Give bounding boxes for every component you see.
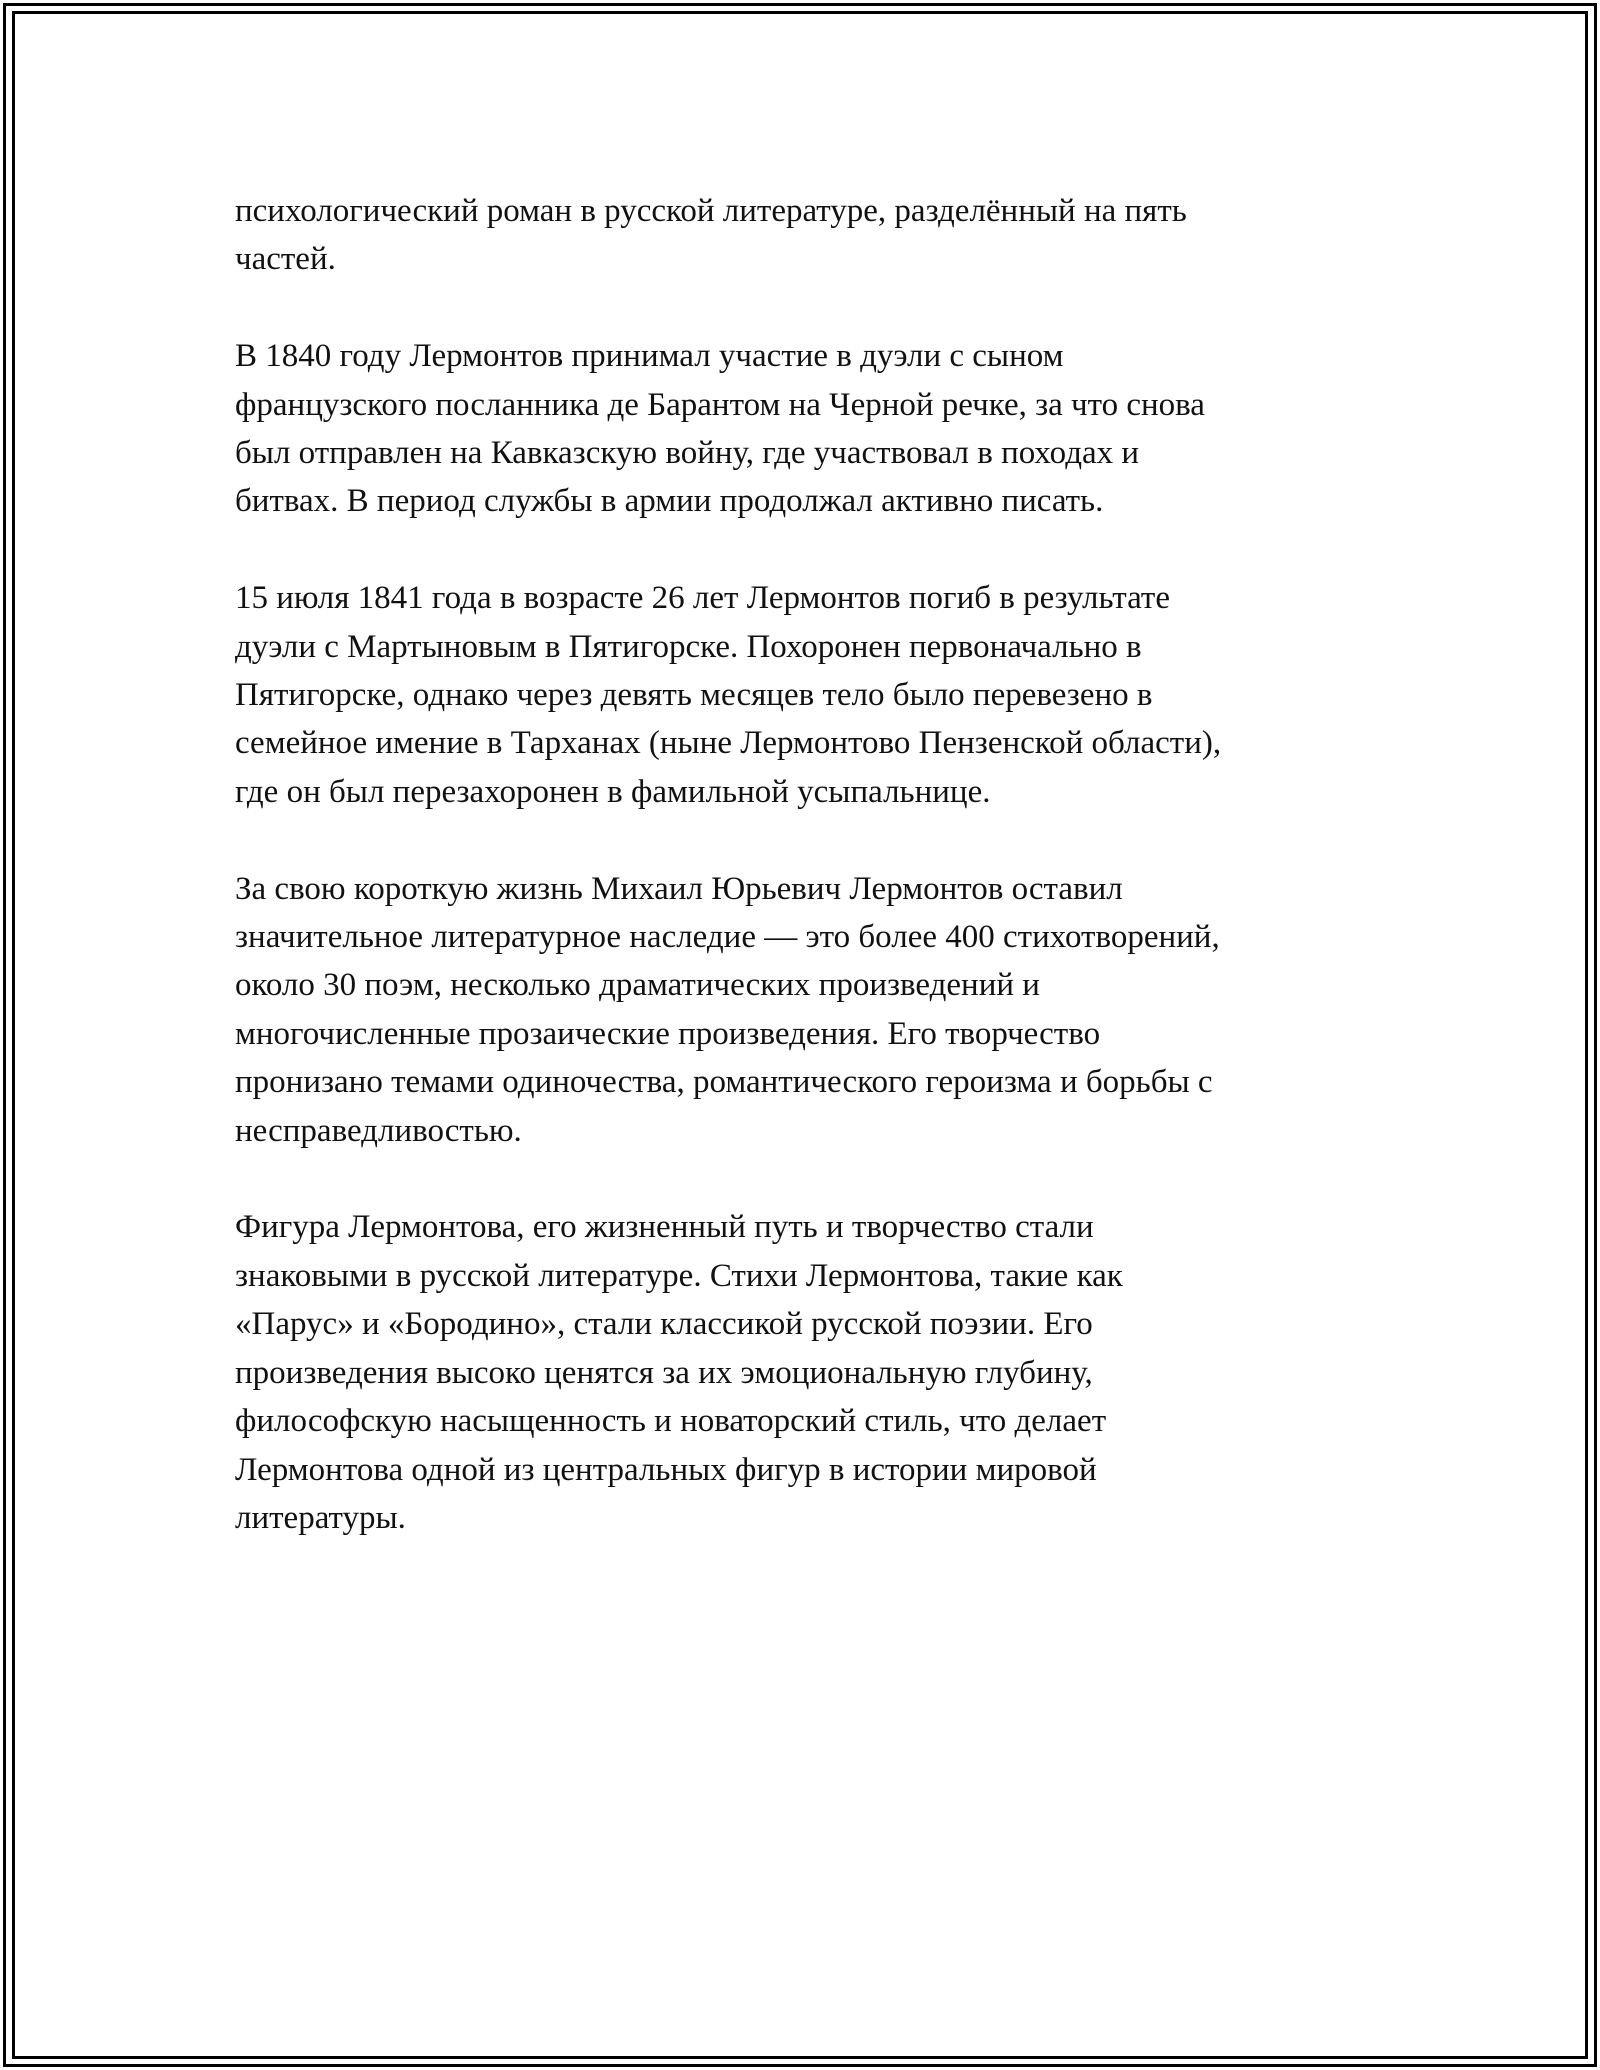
- paragraph-death-1841: 15 июля 1841 года в возрасте 26 лет Лермонтов погиб в результате дуэли с Мартыновым в Пятигорске. Похоронен первоначально в Пятигорске, однако через девять месяцев тело было перевезено в семейное имение в Тарханах (ныне Лермонтово Пензенской области), где он был перезахоронен в фамильной усыпальнице.: [235, 580, 1222, 810]
- paragraph-significance: Фигура Лермонтова, его жизненный путь и творчество стали знаковыми в русской литературе. Стихи Лермонтова, такие как «Парус» и «Бородино», стали классикой русской поэзии. Его произведения высоко ценятся за их эмоциональную глубину, философскую насыщенность и новаторский стиль, что делает Лермонтова одной из центральных фигур в истории мировой литературы.: [235, 1209, 1123, 1536]
- paragraph-novel-continuation: психологический роман в русской литературе, разделённый на пять частей.: [235, 193, 1187, 278]
- document-body: [235, 187, 1345, 1591]
- paragraph-duel-1840: В 1840 году Лермонтов принимал участие в дуэли с сыном французского посланника де Барантом на Черной речке, за что снова был отправлен на Кавказскую войну, где участвовал в походах и битвах. В период службы в армии продолжал активно писать.: [235, 338, 1205, 520]
- paragraph-literary-legacy: За свою короткую жизнь Михаил Юрьевич Лермонтов оставил значительное литературное наследие — это более 400 стихотворений, около 30 поэм, несколько драматических произведений и многочисленные прозаические произведения. Его творчество пронизано темами одиночества, романтического героизма и борьбы с несправедливостью.: [235, 870, 1220, 1149]
